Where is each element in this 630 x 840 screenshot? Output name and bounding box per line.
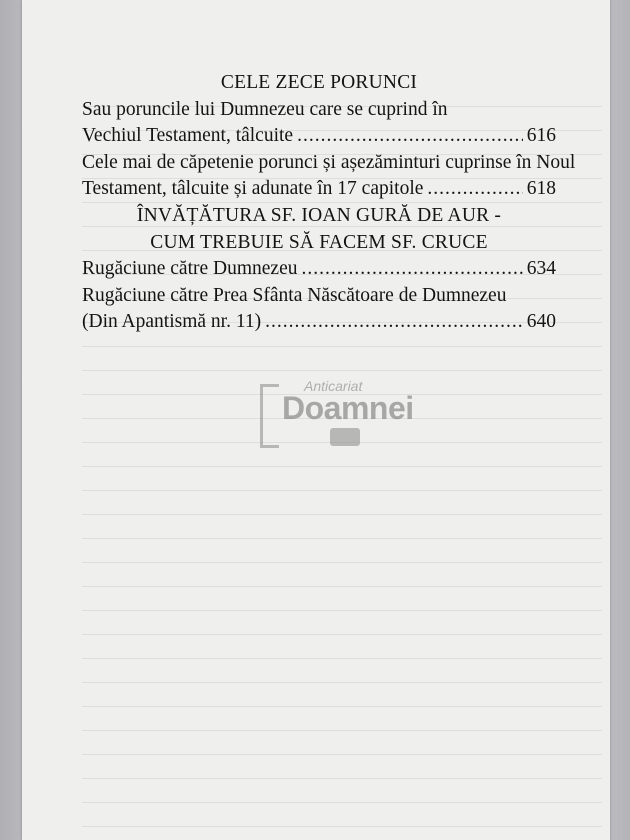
page-number: 618 [526,178,556,200]
dot-leader [297,123,523,150]
dot-leader [427,176,522,203]
watermark-frame [260,384,279,448]
toc-entry [82,176,556,203]
section-title: CELE ZECE PORUNCI [220,72,418,93]
section-title: CUM TREBUIE SĂ FACEM SF. CRUCE [150,231,488,253]
toc-entry-line: Rugăciune către Prea Sfânta Născătoare de Dumnezeu [82,284,507,306]
dot-leader [265,309,523,336]
books-icon [330,428,360,446]
table-of-contents [82,70,576,336]
toc-entry-text: Testament, tâlcuite și adunate în 17 capitole [82,178,424,200]
watermark-small-text: Anticariat [304,378,363,394]
section-title: ÎNVĂȚĂTURA SF. IOAN GURĂ DE AUR - [136,204,502,226]
page-number: 640 [526,311,556,333]
toc-entry [82,256,556,283]
watermark-logo [260,378,436,450]
toc-entry-line: Sau poruncile lui Dumnezeu care se cuprind în [82,98,448,120]
toc-entry-text: (Din Apantismă nr. 11) [82,311,262,333]
toc-entry-text: Vechiul Testament, tâlcuite [82,125,294,147]
page-number: 616 [526,125,556,147]
page-number: 634 [526,258,556,280]
toc-entry-text: Rugăciune către Dumnezeu [82,258,298,280]
toc-entry [82,309,556,336]
toc-entry [82,123,556,150]
toc-entry-line: Cele mai de căpetenie porunci și așezăminturi cuprinse în Noul [82,151,576,173]
watermark-big-text: Doamnei [282,390,414,426]
dot-leader [301,256,522,283]
